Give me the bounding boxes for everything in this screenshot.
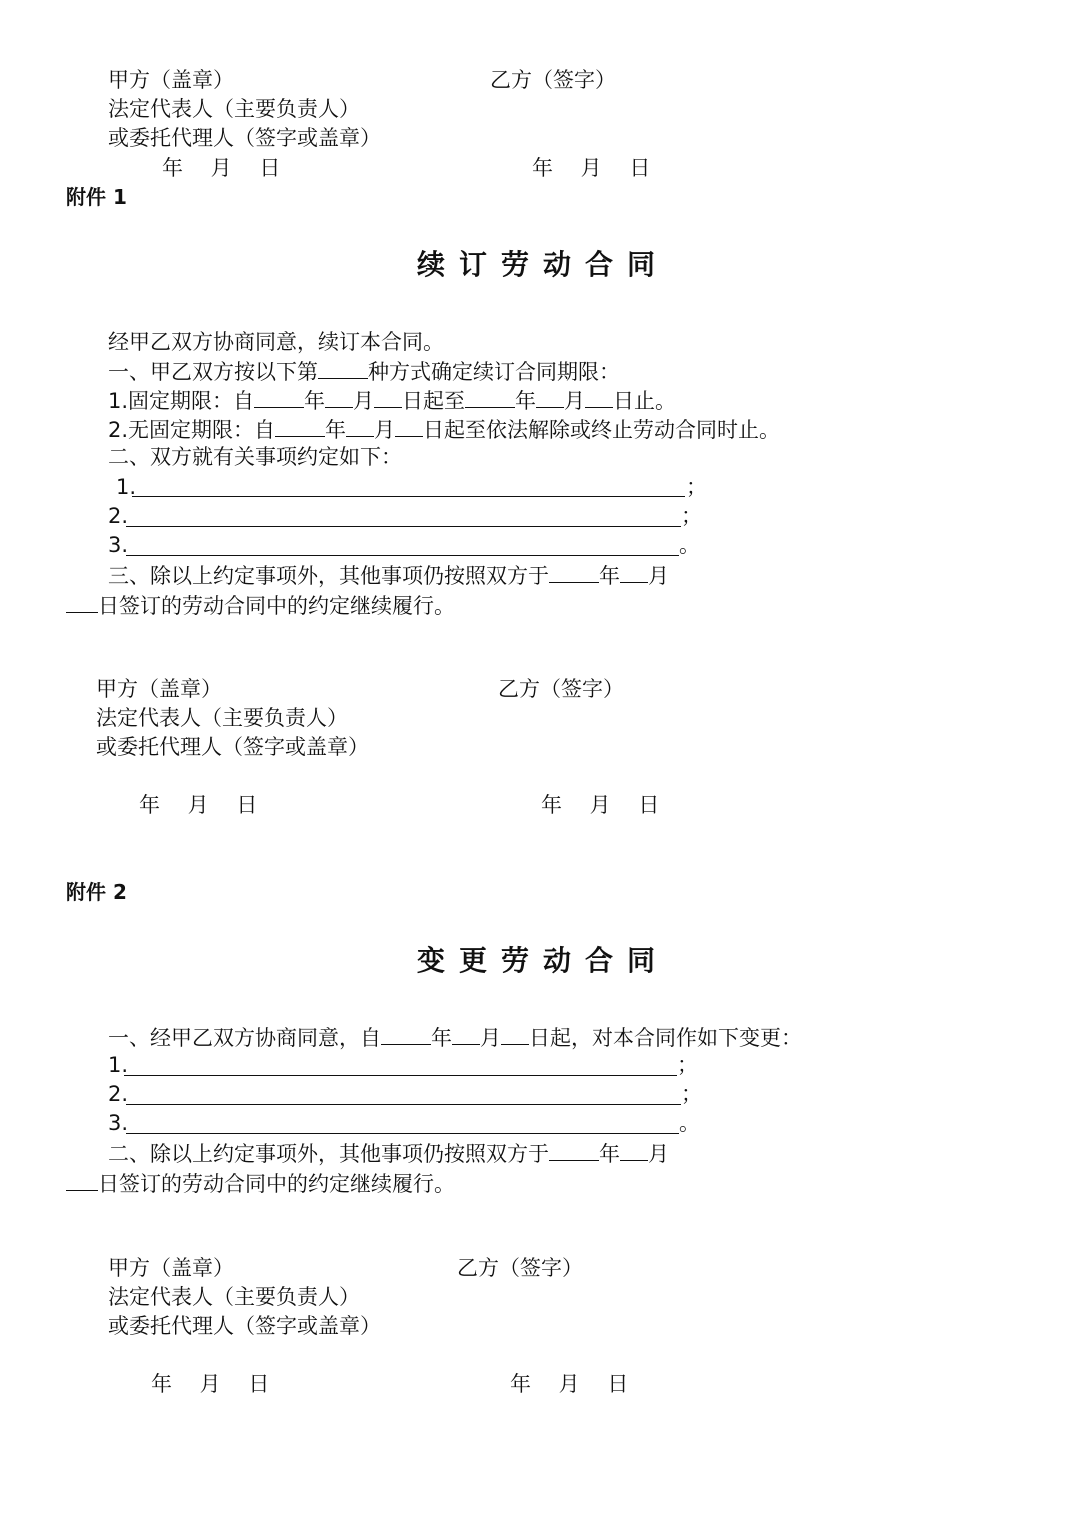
annex2-legal-rep-label: 法定代表人（主要负责人） (108, 1285, 360, 1309)
annex2-party-b-label: 乙方（签字） (457, 1256, 583, 1280)
party-b-date: 年 月 日 (532, 156, 651, 180)
annex2-item1-semicolon: ； (677, 1053, 698, 1077)
annex1-item1-semicolon: ； (686, 475, 707, 499)
annex2-clause2-cont: 日签订的劳动合同中的约定继续履行。 (66, 1168, 455, 1199)
annex1-clause3-cont: 日签订的劳动合同中的约定继续履行。 (66, 590, 455, 621)
annex1-item2-semicolon: ； (681, 504, 702, 528)
annex2-item2-number: 2. (108, 1082, 129, 1106)
annex1-party-b-label: 乙方（签字） (498, 677, 624, 701)
annex2-party-b-date: 年 月 日 (510, 1372, 629, 1396)
annex1-party-a-date: 年 月 日 (139, 793, 258, 817)
annex1-clause2: 二、双方就有关事项约定如下： (108, 445, 402, 469)
annex1-open-term: 2.无固定期限：自 年 月 日起至依法解除或终止劳动合同时止。 (108, 414, 780, 445)
party-b-label: 乙方（签字） (490, 68, 616, 92)
annex2-item3-number: 3. (108, 1111, 129, 1135)
annex1-clause3: 三、除以上约定事项外，其他事项仍按照双方于 年 月 (108, 560, 669, 591)
annex1-item2-number: 2. (108, 504, 129, 528)
annex1-intro: 经甲乙双方协商同意，续订本合同。 (108, 330, 444, 354)
annex2-agent-label: 或委托代理人（签字或盖章） (108, 1314, 381, 1338)
annex2-item2-blank (126, 1104, 681, 1105)
annex2-party-a-date: 年 月 日 (151, 1372, 270, 1396)
annex1-label: 附件 1 (66, 185, 127, 209)
annex2-title: 变更劳动合同 (417, 944, 670, 977)
annex1-item2-blank (126, 526, 681, 527)
annex1-item3-period: 。 (679, 533, 700, 557)
annex2-item3-period: 。 (679, 1111, 700, 1135)
annex2-party-a-label: 甲方（盖章） (108, 1256, 234, 1280)
agent-label: 或委托代理人（签字或盖章） (108, 126, 381, 150)
annex1-item1-number: 1. (116, 475, 137, 499)
party-a-label: 甲方（盖章） (108, 68, 234, 92)
annex1-legal-rep-label: 法定代表人（主要负责人） (96, 706, 348, 730)
annex1-party-a-label: 甲方（盖章） (96, 677, 222, 701)
annex2-clause2: 二、除以上约定事项外，其他事项仍按照双方于 年 月 (108, 1138, 669, 1169)
annex2-item3-blank (126, 1133, 679, 1134)
annex1-title: 续订劳动合同 (417, 248, 670, 281)
annex1-clause1: 一、甲乙双方按以下第 种方式确定续订合同期限： (108, 356, 620, 387)
legal-rep-label: 法定代表人（主要负责人） (108, 97, 360, 121)
annex2-item2-semicolon: ； (681, 1082, 702, 1106)
annex2-item1-blank (124, 1075, 677, 1076)
annex1-party-b-date: 年 月 日 (541, 793, 660, 817)
annex1-item1-blank (132, 496, 685, 497)
party-a-date: 年 月 日 (162, 156, 281, 180)
annex1-agent-label: 或委托代理人（签字或盖章） (96, 735, 369, 759)
annex2-item1-number: 1. (108, 1053, 129, 1077)
annex1-item3-number: 3. (108, 533, 129, 557)
annex2-clause1: 一、经甲乙双方协商同意，自 年 月 日起，对本合同作如下变更： (108, 1022, 802, 1053)
annex2-label: 附件 2 (66, 880, 127, 904)
annex1-item3-blank (126, 555, 679, 556)
annex1-fixed-term: 1.固定期限：自 年 月 日起至 年 月 日止。 (108, 385, 676, 416)
